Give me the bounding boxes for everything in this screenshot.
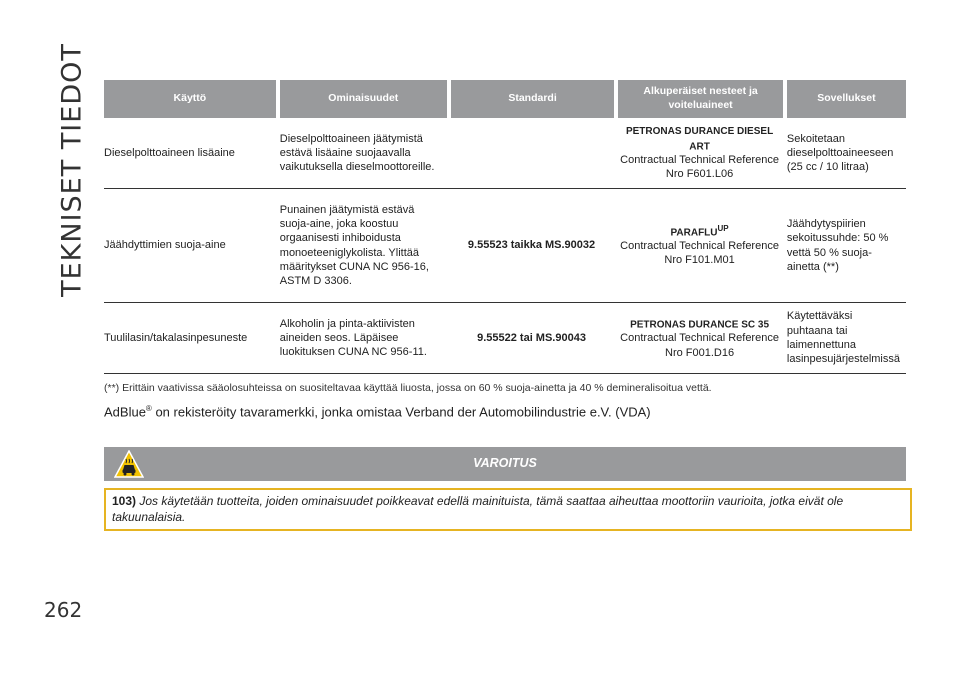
cell-application: Käytettäväksi puhtaana tai laimennettuna lasinpesujärjestelmissä bbox=[787, 303, 906, 374]
warning-title: VAROITUS bbox=[473, 456, 537, 470]
page-number: 262 bbox=[44, 598, 83, 622]
trademark-note bbox=[104, 404, 651, 419]
registered-mark: ® bbox=[145, 404, 152, 413]
section-title bbox=[44, 43, 100, 297]
header-use: Käyttö bbox=[104, 80, 280, 118]
cell-standard: 9.55523 taikka MS.90032 bbox=[451, 189, 618, 303]
cell-properties: Alkoholin ja pinta-aktiivisten aineiden seos. Läpäisee luokituksen CUNA NC 956-11. bbox=[280, 303, 451, 374]
adblue-brand: AdBlue bbox=[104, 404, 146, 420]
header-standard: Standardi bbox=[451, 80, 618, 118]
table-footnote: (**) Erittäin vaativissa sääolosuhteissa on suositeltavaa käyttää liuosta, jossa on 60 % suoja-ainetta ja 40 % demineralisoitua vettä. bbox=[104, 382, 712, 394]
warning-box bbox=[104, 488, 912, 531]
table-row bbox=[104, 189, 906, 303]
fluids-table bbox=[104, 80, 906, 374]
cell-fluid bbox=[618, 303, 787, 374]
warning-text: Jos käytetään tuotteita, joiden ominaisuudet poikkeavat edellä mainituista, tämä saattaa aiheuttaa moottoriin vaurioita, jotka eivät ole takuunalaisia. bbox=[112, 494, 844, 524]
fluid-brand: PETRONAS DURANCE SC 35 bbox=[630, 319, 770, 331]
cell-standard: 9.55522 tai MS.90043 bbox=[451, 303, 618, 374]
cell-use: Tuulilasin/takalasinpesuneste bbox=[104, 303, 280, 374]
fluid-brand: PETRONAS DURANCE DIESEL ART bbox=[625, 125, 774, 152]
cell-standard bbox=[451, 118, 618, 189]
cell-application: Sekoitetaan dieselpolttoaineeseen (25 cc / 10 litraa) bbox=[787, 118, 906, 189]
cell-properties: Dieselpolttoaineen jäätymistä estävä lisäaine suojaavalla vaikutuksella dieselmoottoreille. bbox=[280, 118, 451, 189]
cell-properties: Punainen jäätymistä estävä suoja-aine, joka koostuu orgaanisesti inhiboidusta monoeteeniglykolista. Ylittää määritykset CUNA NC 956-16, ASTM D 3306. bbox=[280, 189, 451, 303]
table-row bbox=[104, 303, 906, 374]
section-title-text: TEKNISET TIEDOT bbox=[56, 43, 88, 297]
warning-header bbox=[104, 447, 906, 481]
fluid-brand: $PARAFLU^{UP}$ bbox=[670, 223, 729, 238]
table-header-row bbox=[104, 80, 906, 118]
header-fluids: Alkuperäiset nesteet ja voiteluaineet bbox=[618, 80, 787, 118]
fluid-reference: Contractual Technical Reference Nro F101.M01 bbox=[620, 239, 779, 267]
fluid-reference: Contractual Technical Reference Nro F001.D16 bbox=[620, 332, 779, 359]
cell-application: Jäähdytyspiirien sekoitussuhde: 50 % vettä 50 % suoja-ainetta (**) bbox=[787, 189, 906, 303]
trademark-text: on rekisteröity tavaramerkki, jonka omistaa Verband der Automobilindustrie e.V. (VDA) bbox=[151, 404, 651, 420]
table-row bbox=[104, 118, 906, 189]
warning-number: 103) bbox=[112, 494, 137, 508]
cell-fluid bbox=[618, 189, 787, 303]
cell-use: Dieselpolttoaineen lisäaine bbox=[104, 118, 280, 189]
cell-fluid bbox=[618, 118, 787, 189]
fluid-reference: Contractual Technical Reference Nro F601.L06 bbox=[620, 153, 779, 181]
header-properties: Ominaisuudet bbox=[280, 80, 451, 118]
header-applications: Sovellukset bbox=[787, 80, 906, 118]
cell-use: Jäähdyttimien suoja-aine bbox=[104, 189, 280, 303]
